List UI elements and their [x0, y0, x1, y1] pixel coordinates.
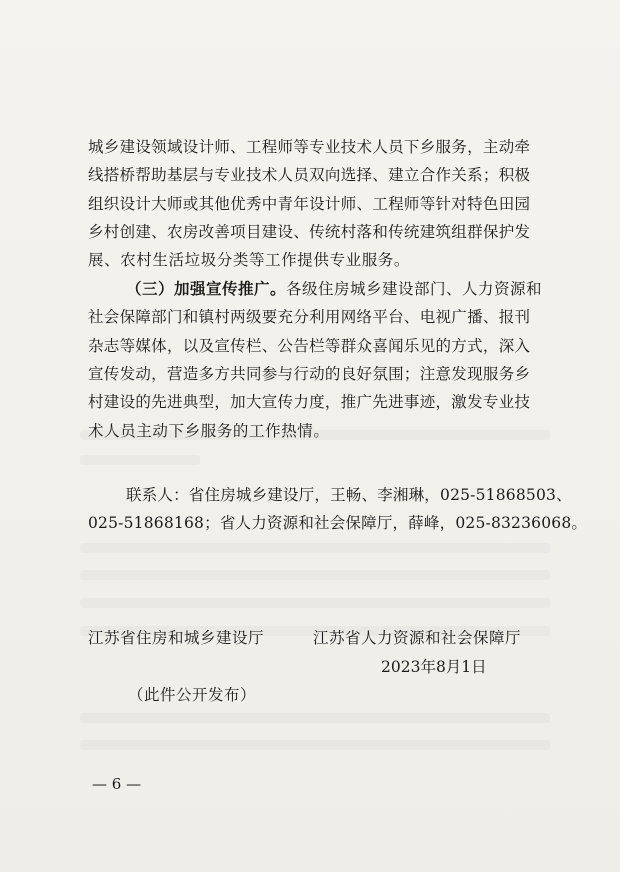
contact-line: 025-51868168；省人力资源和社会保障厅，薛峰，025-83236068。 — [88, 514, 588, 532]
body-text-line: 线搭桥帮助基层与专业技术人员双向选择、建立合作关系；积极 — [88, 166, 530, 184]
body-text-line: 宣传发动，营造多方共同参与行动的良好氛围；注意发现服务乡 — [88, 365, 530, 383]
show-through-mark — [80, 570, 550, 580]
show-through-mark — [80, 713, 550, 723]
page-number: — 6 — — [92, 775, 142, 793]
body-text-line: 杂志等媒体，以及宣传栏、公告栏等群众喜闻乐见的方式，深入 — [88, 337, 530, 355]
show-through-mark — [80, 543, 550, 553]
issue-date: 2023年8月1日 — [381, 658, 487, 676]
show-through-mark — [80, 455, 200, 465]
show-through-mark — [80, 740, 550, 750]
body-text-line: 城乡建设领域设计师、工程师等专业技术人员下乡服务，主动牵 — [88, 138, 530, 156]
contact-line: 联系人：省住房城乡建设厅，王畅、李湘琳，025-51868503、 — [126, 486, 572, 504]
body-text-line: 村建设的先进典型，加大宣传力度，推广先进事迹，激发专业技 — [88, 393, 530, 411]
disclosure-note: （此件公开发布） — [128, 686, 257, 704]
body-text-segment: 各级住房城乡建设部门、人力资源和 — [286, 280, 543, 298]
body-text-line: 社会保障部门和镇村两级要充分利用网络平台、电视广播、报刊 — [88, 308, 530, 326]
issuer-name: 江苏省住房和城乡建设厅 — [88, 629, 265, 647]
section-first-line — [126, 279, 542, 299]
section-heading: （三）加强宣传推广。 — [126, 279, 287, 298]
show-through-mark — [80, 598, 550, 608]
body-text-line: 组织设计大师或其他优秀中青年设计师、工程师等针对特色田园 — [88, 195, 530, 213]
body-text-line: 展、农村生活垃圾分类等工作提供专业服务。 — [88, 251, 411, 269]
issuer-name: 江苏省人力资源和社会保障厅 — [313, 629, 522, 647]
body-text-line: 术人员主动下乡服务的工作热情。 — [88, 422, 330, 440]
body-text-line: 乡村创建、农房改善项目建设、传统村落和传统建筑组群保护发 — [88, 223, 530, 241]
